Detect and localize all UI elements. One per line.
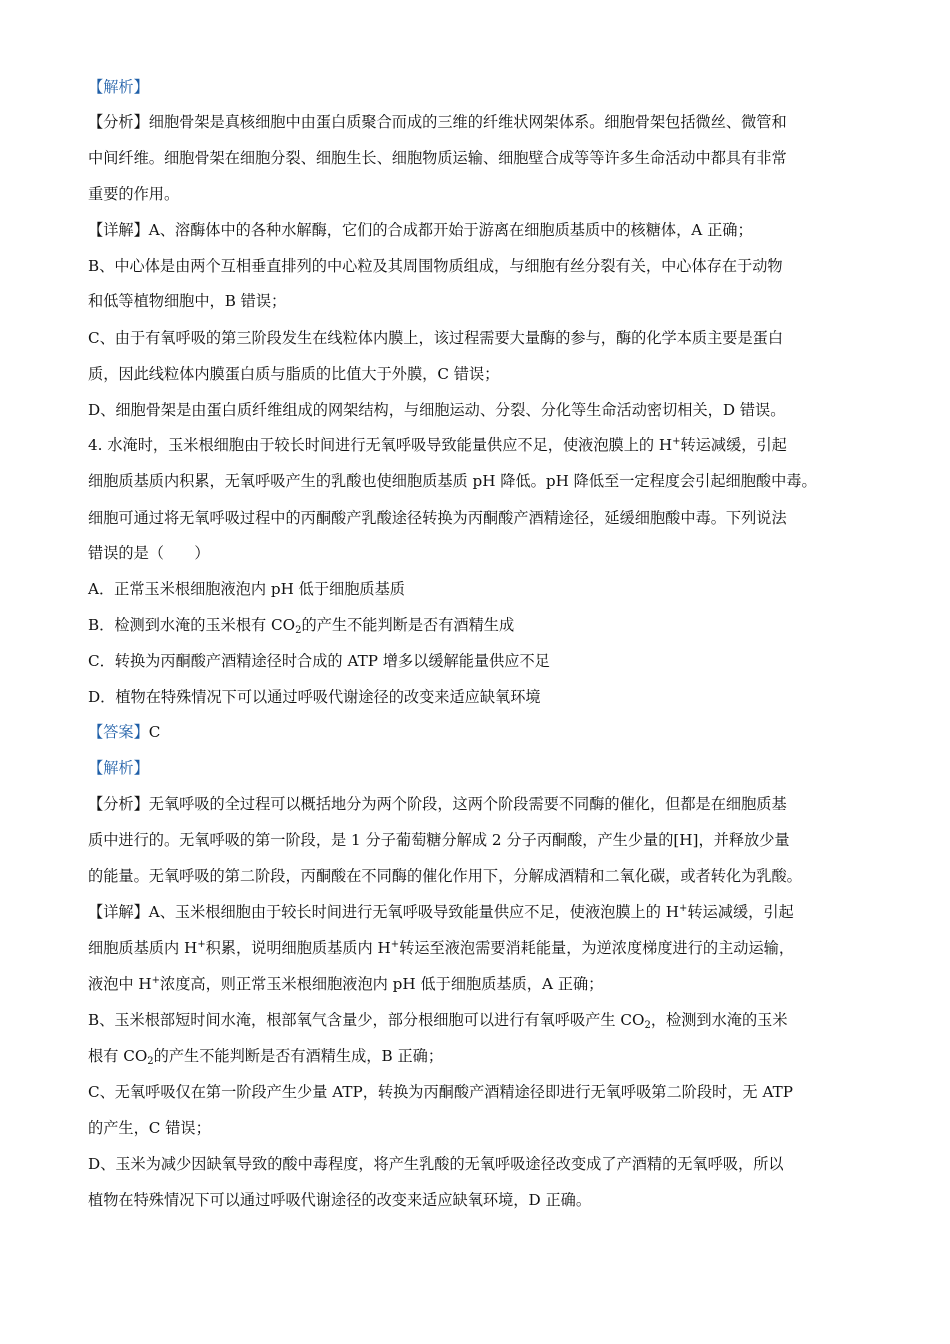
- detail-line-5: 质，因此线粒体内膜蛋白质与脂质的比值大于外膜，C 错误；: [88, 365, 500, 383]
- question-stem-line-2: 细胞质基质内积累，无氧呼吸产生的乳酸也使细胞质基质 pH 降低。pH 降低至一定程度会引起细胞酸中毒。: [88, 472, 817, 490]
- q4-detail-c-line-2: 的产生，C 错误；: [88, 1119, 211, 1137]
- answer-label: 【答案】: [88, 723, 149, 741]
- detail-line-3: 和低等植物细胞中，B 错误；: [88, 292, 287, 310]
- answer-line: [88, 721, 160, 743]
- question-stem-line-3: 细胞可通过将无氧呼吸过程中的丙酮酸产乳酸途径转换为丙酮酸产酒精途径，延缓细胞酸中毒。下列说法: [88, 509, 787, 527]
- question-stem-line-1: 4. 水淹时，玉米根细胞由于较长时间进行无氧呼吸导致能量供应不足，使液泡膜上的 H+转运减缓，引起: [88, 436, 787, 454]
- analysis-line-3: 重要的作用。: [88, 185, 180, 203]
- option-c: C．转换为丙酮酸产酒精途径时合成的 ATP 增多以缓解能量供应不足: [88, 652, 550, 670]
- jiexi-label-2: 【解析】: [88, 759, 149, 777]
- q4-detail-c-line-1: C、无氧呼吸仅在第一阶段产生少量 ATP，转换为丙酮酸产酒精途径即进行无氧呼吸第二阶段时，无 ATP: [88, 1083, 793, 1101]
- option-b: B．检测到水淹的玉米根有 $CO_2$的产生不能判断是否有酒精生成: [88, 616, 515, 636]
- q4-detail-b-line-1: B、玉米根部短时间水淹，根部氧气含量少，部分根细胞可以进行有氧呼吸产生 $CO_2$，检测到水淹的玉米: [88, 1011, 788, 1031]
- analysis-line-1: 【分析】细胞骨架是真核细胞中由蛋白质聚合而成的三维的纤维状网架体系。细胞骨架包括微丝、微管和: [88, 113, 787, 131]
- q4-detail-b-line-2: 根有 $CO_2$的产生不能判断是否有酒精生成，B 正确；: [88, 1047, 444, 1067]
- detail-line-2: B、中心体是由两个互相垂直排列的中心粒及其周围物质组成，与细胞有丝分裂有关，中心体存在于动物: [88, 257, 783, 275]
- detail-line-6: D、细胞骨架是由蛋白质纤维组成的网架结构，与细胞运动、分裂、分化等生命活动密切相关，D 错误。: [88, 401, 786, 419]
- answer-value: C: [148, 723, 161, 741]
- option-a: A．正常玉米根细胞液泡内 pH 低于细胞质基质: [88, 580, 405, 598]
- detail-line-4: C、由于有氧呼吸的第三阶段发生在线粒体内膜上，该过程需要大量酶的参与，酶的化学本质主要是蛋白: [88, 329, 784, 347]
- jiexi-label: 【解析】: [88, 78, 149, 96]
- q4-detail-a-line-1: 【详解】A、玉米根细胞由于较长时间进行无氧呼吸导致能量供应不足，使液泡膜上的 H+转运减缓，引起: [88, 903, 794, 921]
- option-d: D．植物在特殊情况下可以通过呼吸代谢途径的改变来适应缺氧环境: [88, 688, 541, 706]
- q4-analysis-line-1: 【分析】无氧呼吸的全过程可以概括地分为两个阶段，这两个阶段需要不同酶的催化，但都是在细胞质基: [88, 795, 787, 813]
- q4-analysis-line-2: 质中进行的。无氧呼吸的第一阶段，是 1 分子葡萄糖分解成 2 分子丙酮酸，产生少量的[H]，并释放少量: [88, 831, 790, 849]
- q4-detail-a-line-2: 细胞质基质内 H+积累，说明细胞质基质内 H+转运至液泡需要消耗能量，为逆浓度梯度进行的主动运输，: [88, 939, 794, 957]
- q4-detail-d-line-1: D、玉米为减少因缺氧导致的酸中毒程度，将产生乳酸的无氧呼吸途径改变成了产酒精的无氧呼吸，所以: [88, 1155, 784, 1173]
- q4-detail-a-line-3: 液泡中 H+浓度高，则正常玉米根细胞液泡内 pH 低于细胞质基质，A 正确；: [88, 975, 604, 993]
- analysis-line-2: 中间纤维。细胞骨架在细胞分裂、细胞生长、细胞物质运输、细胞壁合成等等许多生命活动中都具有非常: [88, 149, 787, 167]
- question-stem-line-4: 错误的是（ ）: [88, 544, 210, 562]
- q4-detail-d-line-2: 植物在特殊情况下可以通过呼吸代谢途径的改变来适应缺氧环境，D 正确。: [88, 1191, 592, 1209]
- detail-line-1: 【详解】A、溶酶体中的各种水解酶，它们的合成都开始于游离在细胞质基质中的核糖体，A 正确；: [88, 221, 753, 239]
- q4-analysis-line-3: 的能量。无氧呼吸的第二阶段，丙酮酸在不同酶的催化作用下，分解成酒精和二氧化碳，或者转化为乳酸。: [88, 867, 802, 885]
